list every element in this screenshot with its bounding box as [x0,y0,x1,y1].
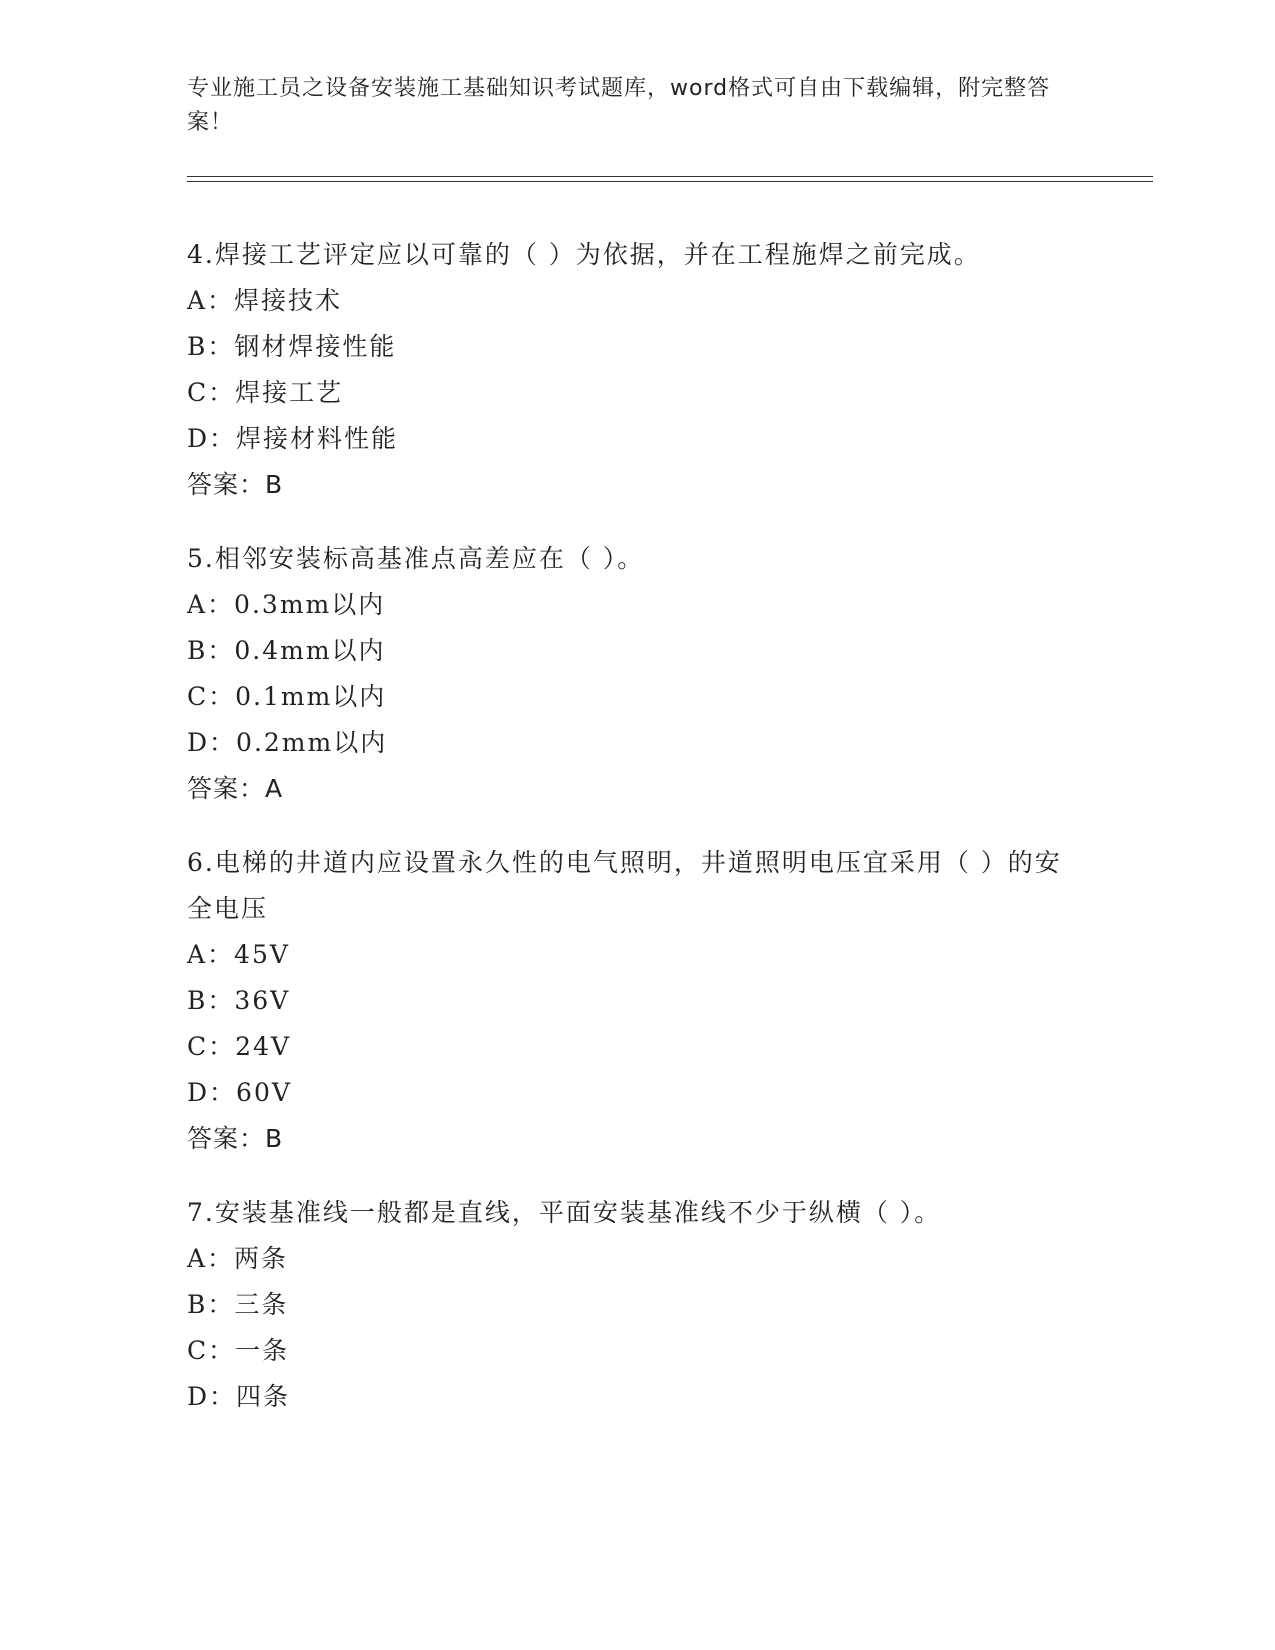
option-a: A：45V [187,940,290,969]
document-header: 专业施工员之设备安装施工基础知识考试题库，word格式可自由下载编辑，附完整答案！ [187,76,1051,135]
option-c: C：24V [187,1032,291,1061]
option-c: C：0.1mm以内 [187,682,387,711]
header-divider-bottom [187,181,1153,182]
option-b: B：36V [187,986,291,1015]
option-d: D：0.2mm以内 [187,728,388,757]
option-b: B：三条 [187,1290,289,1319]
question-6 [187,840,1087,1162]
question-4 [187,232,1087,508]
option-d: D：焊接材料性能 [187,424,399,453]
answer: 答案：B [187,470,284,499]
question-5 [187,536,1087,812]
option-a: A：0.3mm以内 [187,590,386,619]
question-stem: 6.电梯的井道内应设置永久性的电气照明，井道照明电压宜采用（ ）的安全电压 [187,848,1062,923]
answer: 答案：B [187,1124,284,1153]
answer: 答案：A [187,774,284,803]
question-7 [187,1190,1087,1420]
question-stem: 5.相邻安装标高基准点高差应在（ ）。 [187,544,645,573]
question-list [187,232,1087,1448]
option-a: A：焊接技术 [187,286,343,315]
option-c: C：一条 [187,1336,290,1365]
option-d: D：60V [187,1078,292,1107]
question-stem: 4.焊接工艺评定应以可靠的（ ）为依据，并在工程施焊之前完成。 [187,240,981,269]
option-b: B：0.4mm以内 [187,636,386,665]
question-stem: 7.安装基准线一般都是直线，平面安装基准线不少于纵横（ ）。 [187,1198,942,1227]
option-c: C：焊接工艺 [187,378,344,407]
option-d: D：四条 [187,1382,291,1411]
option-b: B：钢材焊接性能 [187,332,397,361]
option-a: A：两条 [187,1244,289,1273]
header-divider-top [187,176,1153,177]
